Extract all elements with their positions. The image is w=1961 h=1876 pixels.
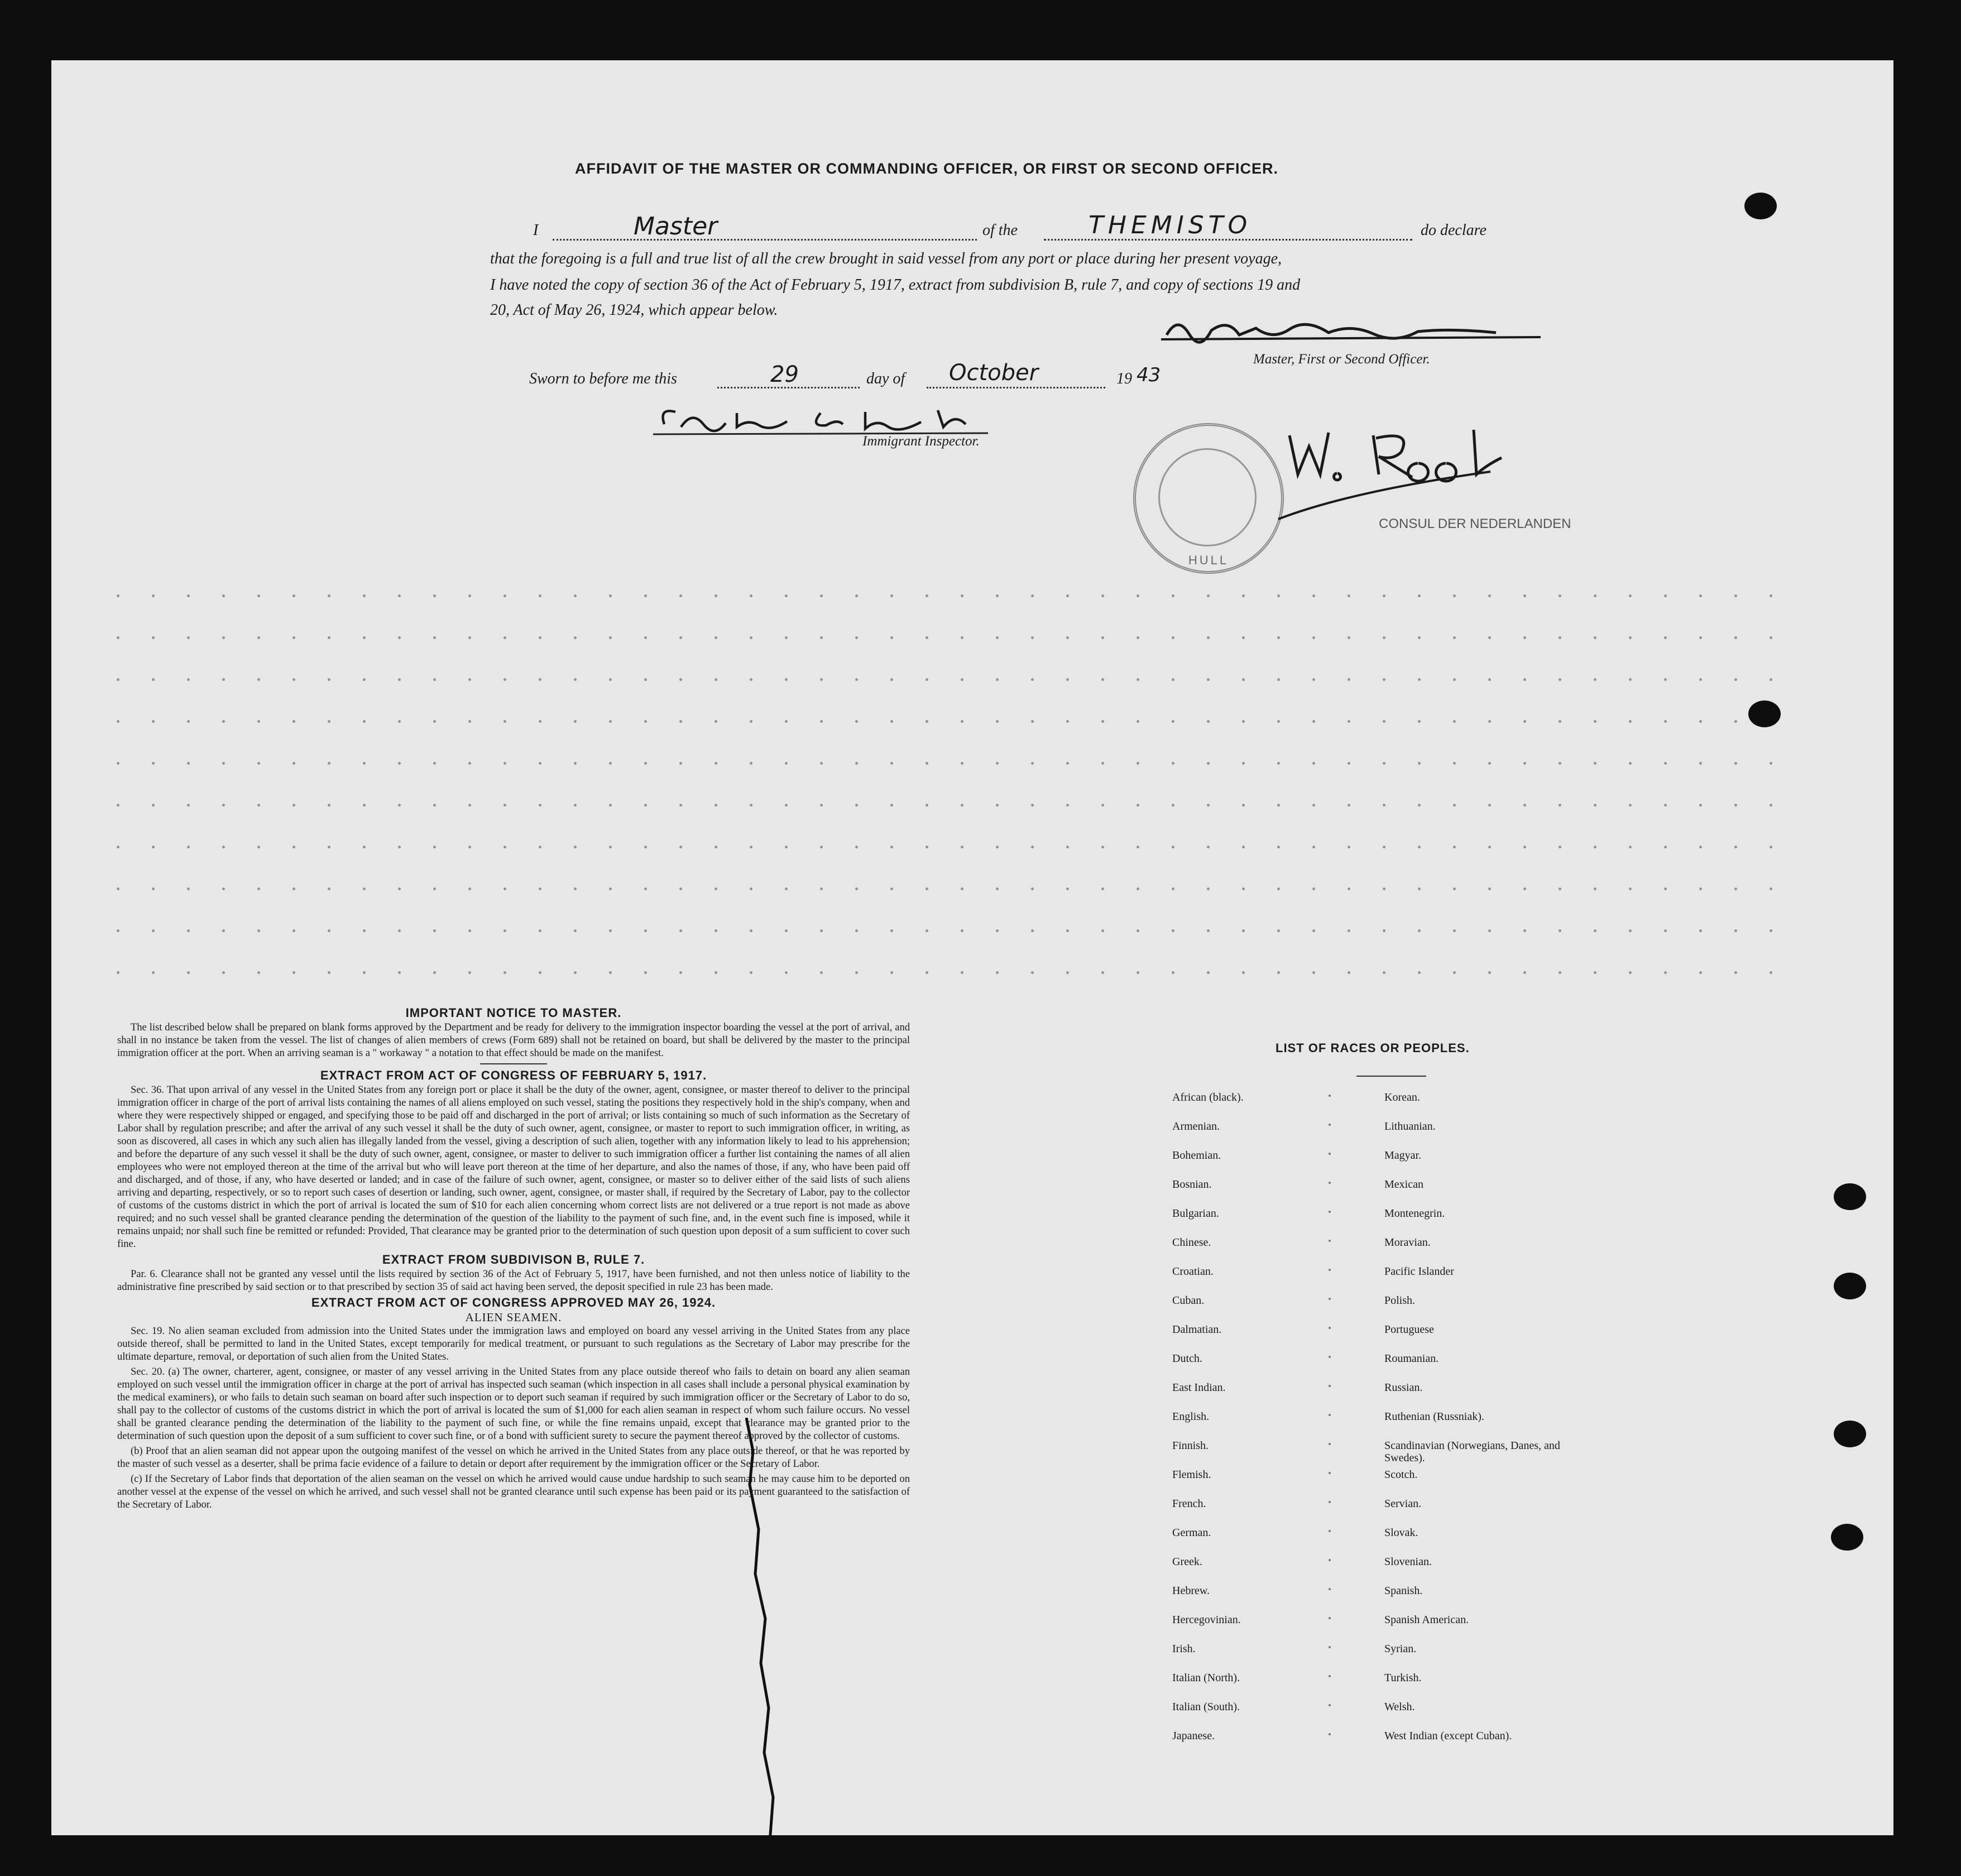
row-dot xyxy=(1329,1327,1331,1329)
race-left: German. xyxy=(1172,1527,1211,1539)
race-row xyxy=(1164,1527,1588,1549)
row-dot xyxy=(1329,1240,1331,1242)
race-right: Turkish. xyxy=(1384,1672,1422,1684)
row-dot xyxy=(1329,1733,1331,1735)
race-row xyxy=(1164,1585,1588,1607)
race-left: Dalmatian. xyxy=(1172,1323,1222,1336)
race-right: Mexican xyxy=(1384,1178,1423,1191)
race-row xyxy=(1164,1178,1588,1201)
race-right: Ruthenian (Russniak). xyxy=(1384,1410,1484,1423)
row-dot xyxy=(1329,1211,1331,1213)
race-left: Italian (North). xyxy=(1172,1672,1240,1684)
race-right: Slovak. xyxy=(1384,1527,1418,1539)
races-divider xyxy=(1356,1076,1426,1077)
race-left: Croatian. xyxy=(1172,1265,1214,1278)
row-dot xyxy=(1329,1269,1331,1271)
divider xyxy=(480,1063,547,1064)
race-right: Lithuanian. xyxy=(1384,1120,1436,1133)
race-right: Spanish. xyxy=(1384,1585,1423,1597)
race-left: Japanese. xyxy=(1172,1730,1215,1742)
notice-intro: The list described below shall be prepared on blank forms approved by the Department and be ready for delivery to the immigration inspector boarding the vessel at the port of arrival, and shall in no instance be taken from the vessel. The list of changes of alien members of crews (Form 689) shall not be retained on board, but shall be delivered by the master to the principal immigration officer at the port. When an arriving seaman is a " workaway " a notation to that effect should be made on the manifest. xyxy=(117,1022,910,1059)
vessel-handwritten: THEMISTO xyxy=(1089,211,1252,239)
month-line xyxy=(927,387,1105,388)
race-right: Servian. xyxy=(1384,1498,1422,1510)
punch-hole xyxy=(1831,1524,1863,1551)
race-right: Moravian. xyxy=(1384,1236,1431,1249)
row-dot xyxy=(1329,1530,1331,1532)
section-20a-text: Sec. 20. (a) The owner, charterer, agent, consignee, or master of any vessel arriving in the United States from any place outside thereof who fails to detain on board any alien seaman employed on such vessel until the immigration officer in charge at the port of arrival has inspected such seaman (which inspection in all cases shall include a personal physical examination by the medical examiners), or who fails to detain such seaman on board after such inspection or to deport such seaman if required by such immigration officer or the Secretary of Labor to do so, shall pay to the collector of customs of the customs district in which the port of arrival is located the sum of $1,000 for each alien seaman in respect of whom such failure occurs. No vessel shall be granted clearance pending the determination of the liability to the payment of such fine, or while the fine remains unpaid, except that clearance may be granted prior to the determination of such question upon the deposit of a sum sufficient to cover such fine, or of a bond with sufficient surety to secure the payment thereof approved by the collector of customs. xyxy=(117,1366,910,1442)
race-right: West Indian (except Cuban). xyxy=(1384,1730,1512,1742)
race-right: Spanish American. xyxy=(1384,1614,1469,1626)
race-left: Chinese. xyxy=(1172,1236,1211,1249)
consul-label: CONSUL DER NEDERLANDEN xyxy=(1379,516,1571,531)
body-line-1: that the foregoing is a full and true list of all the crew brought in said vessel from any port or place during her present voyage, xyxy=(490,250,1282,267)
row-dot xyxy=(1329,1385,1331,1387)
rank-handwritten: Master xyxy=(634,212,718,241)
race-row xyxy=(1164,1120,1588,1143)
of-the-label: of the xyxy=(982,222,1018,239)
race-right: Pacific Islander xyxy=(1384,1265,1454,1278)
punch-hole xyxy=(1834,1421,1866,1447)
master-caption: Master, First or Second Officer. xyxy=(1253,352,1430,367)
race-row xyxy=(1164,1352,1588,1375)
race-row xyxy=(1164,1701,1588,1723)
race-left: Bosnian. xyxy=(1172,1178,1212,1191)
race-right: Korean. xyxy=(1384,1091,1420,1103)
section-20b-text: (b) Proof that an alien seaman did not appear upon the outgoing manifest of the vessel on which he arrived in the United States from any place outside thereof, or that he was reported by the master of such vessel as a deserter, shall be prima facie evidence of a failure to detain or deport after requirement by the immigration officer or the Secretary of Labor. xyxy=(117,1446,910,1470)
race-left: Hebrew. xyxy=(1172,1585,1210,1597)
race-row xyxy=(1164,1730,1588,1752)
row-dot xyxy=(1329,1124,1331,1126)
punch-hole xyxy=(1834,1273,1866,1299)
dotted-blank-area xyxy=(100,575,1803,988)
race-right: Scotch. xyxy=(1384,1469,1418,1481)
row-dot xyxy=(1329,1472,1331,1474)
alien-seamen-subheading: ALIEN SEAMEN. xyxy=(465,1311,562,1324)
day-of-label: day of xyxy=(866,370,905,387)
race-row xyxy=(1164,1265,1588,1288)
race-left: Finnish. xyxy=(1172,1440,1209,1452)
race-row xyxy=(1164,1498,1588,1520)
paragraph-6-text: Par. 6. Clearance shall not be granted any vessel until the lists required by section 36 of the Act of February 5, 1917, have been furnished, and not then unless notice of liability to the administrative fine prescribed by said section or to that prescribed by section 35 of said act having been served, the deposit specified in rule 23 has been made. xyxy=(117,1269,910,1293)
race-left: Dutch. xyxy=(1172,1352,1202,1365)
notice-heading: IMPORTANT NOTICE TO MASTER. xyxy=(405,1006,622,1020)
section-20c-text: (c) If the Secretary of Labor finds that deportation of the alien seaman on the vessel on which he arrived would cause undue hardship to such seaman he may cause him to be deported on another vessel at the expense of the vessel on which he arrived, and such vessel shall not be granted clearance until such expense has been paid or its payment guaranteed to the satisfaction of the Secretary of Labor. xyxy=(117,1474,910,1510)
race-left: Bohemian. xyxy=(1172,1149,1221,1162)
race-row xyxy=(1164,1149,1588,1172)
race-right: Welsh. xyxy=(1384,1701,1415,1713)
i-label: I xyxy=(533,222,539,239)
race-right: Roumanian. xyxy=(1384,1352,1439,1365)
row-dot xyxy=(1329,1675,1331,1677)
race-row xyxy=(1164,1672,1588,1694)
punch-hole xyxy=(1834,1183,1866,1210)
consulate-seal xyxy=(1133,423,1284,574)
race-row xyxy=(1164,1410,1588,1433)
master-signature xyxy=(1161,313,1541,352)
race-row xyxy=(1164,1440,1588,1462)
race-left: Armenian. xyxy=(1172,1120,1220,1133)
race-row xyxy=(1164,1556,1588,1578)
race-left: Hercegovinian. xyxy=(1172,1614,1241,1626)
race-left: East Indian. xyxy=(1172,1381,1226,1394)
day-handwritten: 29 xyxy=(770,362,799,387)
year-handwritten: 43 xyxy=(1137,364,1161,386)
race-left: Irish. xyxy=(1172,1643,1196,1655)
race-right: Slovenian. xyxy=(1384,1556,1432,1568)
races-heading: LIST OF RACES OR PEOPLES. xyxy=(1276,1041,1470,1055)
race-row xyxy=(1164,1381,1588,1404)
year-prefix: 19 xyxy=(1116,370,1132,387)
race-left: Greek. xyxy=(1172,1556,1202,1568)
row-dot xyxy=(1329,1646,1331,1648)
race-left: African (black). xyxy=(1172,1091,1244,1103)
body-line-2: I have noted the copy of section 36 of the Act of February 5, 1917, extract from subdivision B, rule 7, and copy of sections 19 and xyxy=(490,276,1301,294)
month-handwritten: October xyxy=(949,360,1039,386)
row-dot xyxy=(1329,1095,1331,1097)
body-line-3: 20, Act of May 26, 1924, which appear below. xyxy=(490,301,778,319)
row-dot xyxy=(1329,1298,1331,1300)
seal-text: HULL xyxy=(1188,553,1229,567)
race-row xyxy=(1164,1091,1588,1114)
row-dot xyxy=(1329,1414,1331,1416)
race-left: Flemish. xyxy=(1172,1469,1211,1481)
row-dot xyxy=(1329,1356,1331,1358)
race-left: Bulgarian. xyxy=(1172,1207,1219,1220)
row-dot xyxy=(1329,1153,1331,1155)
affidavit-title: AFFIDAVIT OF THE MASTER OR COMMANDING OFFICER, OR FIRST OR SECOND OFFICER. xyxy=(575,160,1278,177)
notice-section xyxy=(117,1006,910,1514)
race-row xyxy=(1164,1207,1588,1230)
race-left: English. xyxy=(1172,1410,1210,1423)
race-right: Magyar. xyxy=(1384,1149,1422,1162)
row-dot xyxy=(1329,1182,1331,1184)
section-36-text: Sec. 36. That upon arrival of any vessel in the United States from any foreign port or place it shall be the duty of the owner, agent, consignee, or master thereof to deliver to the principal immigration officer in charge of the port of arrival lists containing the names of all aliens employed on such vessel, stating the positions they respectively hold in the ship's company, when and where they were respectively shipped or engaged, and specifying those to be paid off and discharged in the port of arrival; or lists containing so much of such information as the Secretary of Labor shall by regulation prescribe; and after the arrival of any such vessel it shall be the duty of such owner, agent, consignee, or master to report to such immigration officer, in writing, as soon as discovered, all cases in which any such alien has illegally landed from the vessel, giving a description of such alien, together with any information likely to lead to his apprehension; and before the departure of any such vessel it shall be the duty of such owner, agent, consignee, or master to deliver to such immigration officer a further list containing the names of all alien employees who were not employed thereon at the time of the arrival but who will leave port thereon at the time of her departure, and also the names of those, if any, who have been paid off and discharged, and of those, if any, who have deserted or landed; and in case of the failure of such owner, agent, consignee, or master so to deliver either of the said lists of such aliens arriving and departing, respectively, or so to report such cases of desertion or landing, such owner, agent, consignee, or master shall, if required by the Secretary of Labor, pay to the collector of customs of the customs district in which the port of arrival is located the sum of $10 for each alien concerning whom correct lists are not delivered or a true report is not made as above required; and no such vessel shall be granted clearance pending the determination of the question of the liability to the payment of such fine, and, in the event such fine is imposed, while it remains unpaid; nor shall such fine be remitted or refunded: Provided, That clearance may be granted prior to the determination of such question upon deposit of a sum sufficient to cover such fine. xyxy=(117,1085,910,1250)
section-19-text: Sec. 19. No alien seaman excluded from admission into the United States under the immigration laws and employed on board any vessel arriving in the United States from any place outside thereof, shall be permitted to land in the United States, except temporarily for medical treatment, or pursuant to such regulations as the Secretary of Labor may prescribe for the ultimate departure, removal, or deportation of such alien from the United States. xyxy=(117,1326,910,1362)
row-dot xyxy=(1329,1588,1331,1590)
race-row xyxy=(1164,1323,1588,1346)
row-dot xyxy=(1329,1443,1331,1445)
declare-label: do declare xyxy=(1421,222,1487,239)
race-row xyxy=(1164,1643,1588,1665)
row-dot xyxy=(1329,1617,1331,1619)
race-left: Cuban. xyxy=(1172,1294,1205,1307)
extract-1924-heading: EXTRACT FROM ACT OF CONGRESS APPROVED MAY 26, 1924. xyxy=(311,1296,716,1309)
race-right: Montenegrin. xyxy=(1384,1207,1445,1220)
race-row xyxy=(1164,1294,1588,1317)
race-right: Russian. xyxy=(1384,1381,1423,1394)
race-right: Scandinavian (Norwegians, Danes, and Swedes). xyxy=(1384,1440,1560,1464)
race-row xyxy=(1164,1614,1588,1636)
race-right: Portuguese xyxy=(1384,1323,1434,1336)
sworn-label: Sworn to before me this xyxy=(529,370,677,387)
seal-inner-ring xyxy=(1158,448,1257,546)
paper-tear xyxy=(745,1418,779,1842)
race-right: Syrian. xyxy=(1384,1643,1417,1655)
row-dot xyxy=(1329,1704,1331,1706)
race-row xyxy=(1164,1469,1588,1491)
punch-hole xyxy=(1748,700,1781,727)
row-dot xyxy=(1329,1501,1331,1503)
row-dot xyxy=(1329,1559,1331,1561)
race-left: Italian (South). xyxy=(1172,1701,1240,1713)
race-right: Polish. xyxy=(1384,1294,1416,1307)
race-left: French. xyxy=(1172,1498,1206,1510)
consul-signature xyxy=(1267,413,1535,525)
extract-1917-heading: EXTRACT FROM ACT OF CONGRESS OF FEBRUARY 5, 1917. xyxy=(320,1068,707,1082)
rank-line xyxy=(553,239,977,241)
extract-rule7-heading: EXTRACT FROM SUBDIVISON B, RULE 7. xyxy=(382,1253,645,1266)
race-row xyxy=(1164,1236,1588,1259)
punch-hole xyxy=(1744,193,1777,219)
inspector-caption: Immigrant Inspector. xyxy=(862,434,980,449)
